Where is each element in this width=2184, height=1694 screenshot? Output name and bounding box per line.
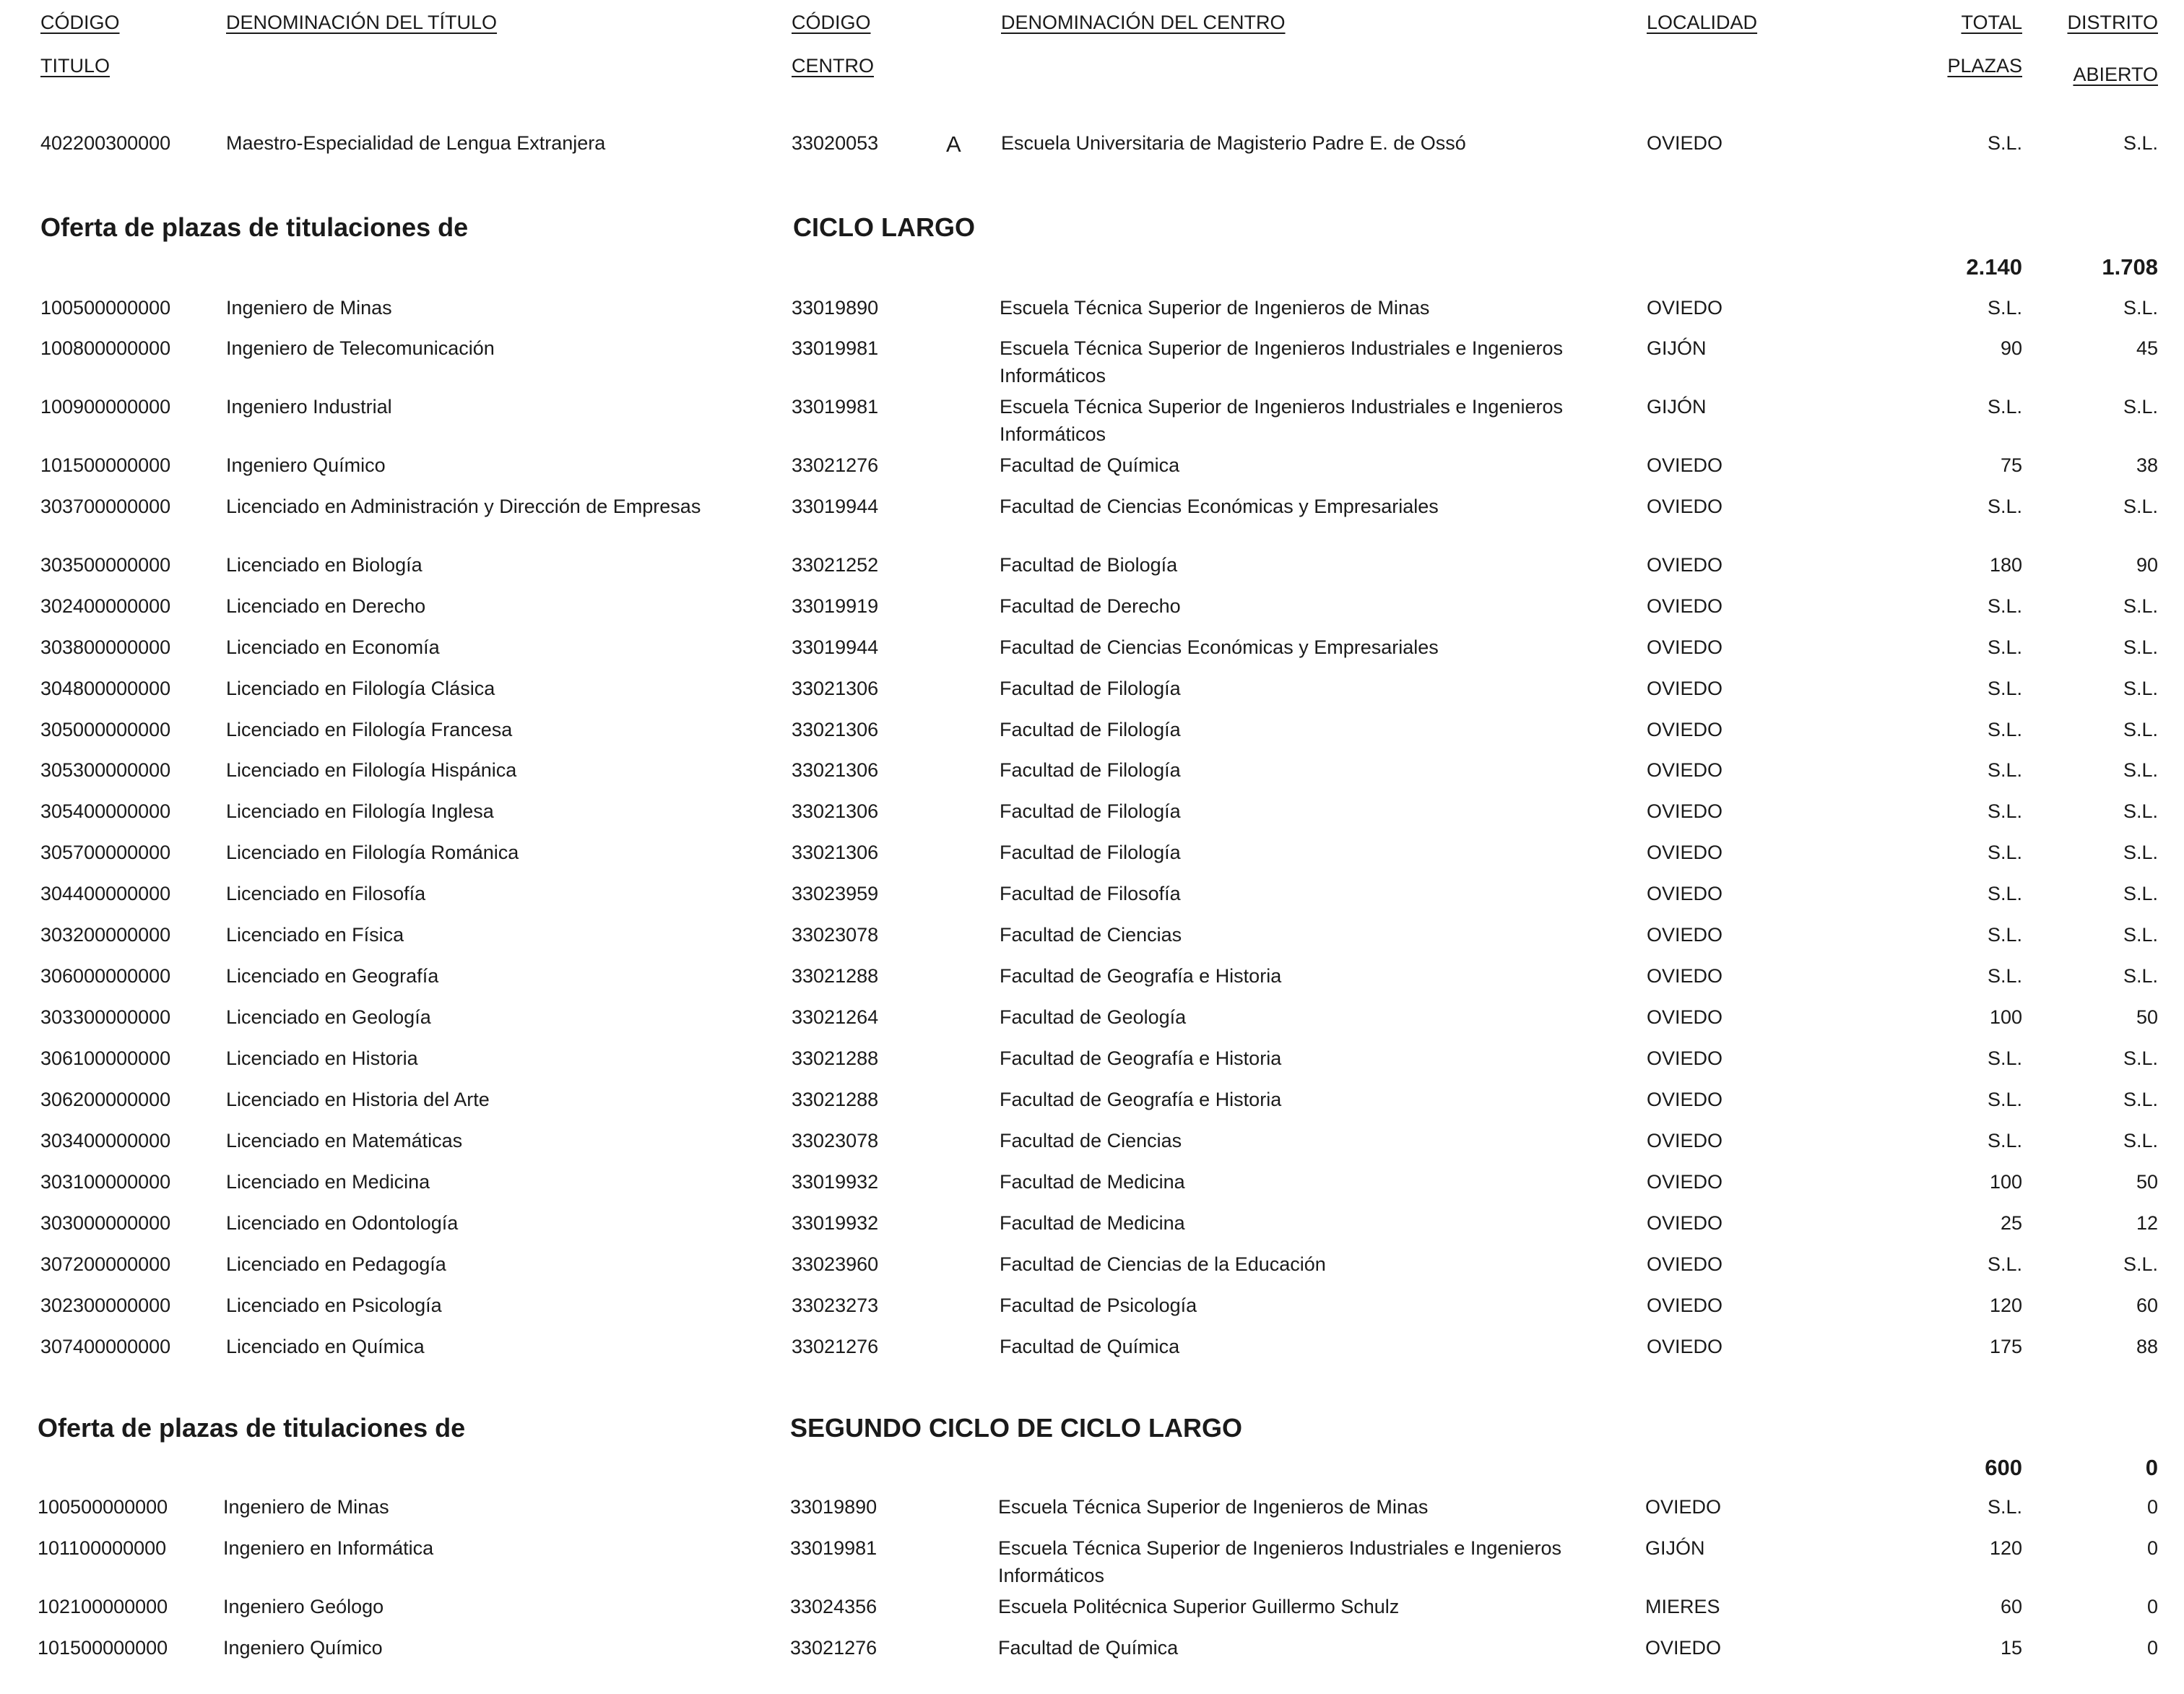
centro: Facultad de Ciencias — [1000, 924, 1182, 946]
distrito-abierto: S.L. — [2123, 1253, 2158, 1275]
total-plazas: S.L. — [1987, 595, 2022, 617]
codigo-centro: 33019890 — [792, 297, 879, 319]
titulo: Licenciado en Filología Inglesa — [226, 800, 494, 822]
codigo-titulo: 101500000000 — [38, 1637, 168, 1659]
codigo-titulo: 306100000000 — [40, 1047, 171, 1069]
titulo: Licenciado en Filología Románica — [226, 842, 519, 863]
total-plazas: S.L. — [1987, 1130, 2022, 1151]
total-plazas: S.L. — [1987, 924, 2022, 946]
total-plazas: S.L. — [1987, 636, 2022, 658]
total-plazas: S.L. — [1987, 1047, 2022, 1069]
codigo-centro: 33019890 — [790, 1496, 878, 1518]
total-plazas: 120 — [1989, 1537, 2022, 1559]
distrito-abierto: S.L. — [2123, 1130, 2158, 1151]
codigo-centro: 33019981 — [792, 337, 879, 359]
centro: Facultad de Filología — [1000, 759, 1181, 781]
section-type: SEGUNDO CICLO DE CICLO LARGO — [790, 1413, 1243, 1443]
total-plazas: 100 — [1989, 1006, 2022, 1028]
localidad: GIJÓN — [1645, 1537, 1705, 1559]
centro: Escuela Técnica Superior de Ingenieros Industriales e Ingenieros Informáticos — [1000, 396, 1563, 445]
distrito-abierto: S.L. — [2123, 297, 2158, 319]
localidad: OVIEDO — [1647, 297, 1723, 319]
titulo: Licenciado en Geología — [226, 1006, 431, 1028]
total-plazas: S.L. — [1987, 1496, 2022, 1518]
codigo-centro: 33021306 — [792, 678, 879, 699]
codigo-titulo: 307200000000 — [40, 1253, 171, 1275]
localidad: OVIEDO — [1647, 454, 1723, 476]
distrito-abierto: 88 — [2136, 1336, 2158, 1357]
localidad: OVIEDO — [1647, 883, 1723, 904]
localidad: OVIEDO — [1645, 1637, 1722, 1659]
distrito-abierto: 0 — [2146, 1637, 2158, 1659]
titulo: Licenciado en Filosofía — [226, 883, 426, 904]
distrito-abierto: 0 — [2146, 1537, 2158, 1559]
codigo-centro: 33019932 — [792, 1212, 879, 1234]
titulo: Ingeniero de Minas — [226, 297, 392, 319]
codigo-centro: 33021306 — [792, 842, 879, 863]
total-plazas: S.L. — [1987, 842, 2022, 863]
centro: Facultad de Geografía e Historia — [1000, 965, 1282, 987]
titulo: Licenciado en Filología Clásica — [226, 678, 495, 699]
codigo-centro: 33024356 — [790, 1596, 878, 1617]
codigo-centro: 33021252 — [792, 554, 879, 576]
codigo-titulo: 305400000000 — [40, 800, 171, 822]
distrito-abierto: S.L. — [2123, 678, 2158, 699]
total-plazas: S.L. — [1987, 496, 2022, 517]
centro: Facultad de Filología — [1000, 842, 1181, 863]
total-plazas: 75 — [2000, 454, 2022, 476]
titulo: Licenciado en Física — [226, 924, 404, 946]
centro: Escuela Técnica Superior de Ingenieros de Minas — [1000, 297, 1430, 319]
header-total: TOTAL — [1961, 12, 2022, 33]
codigo-titulo: 100800000000 — [40, 337, 171, 359]
codigo-centro: 33021288 — [792, 1089, 879, 1110]
total-plazas: S.L. — [1987, 759, 2022, 781]
total-plazas: 90 — [2000, 337, 2022, 359]
centro: Facultad de Biología — [1000, 554, 1178, 576]
header-plazas: PLAZAS — [1947, 55, 2022, 77]
localidad: GIJÓN — [1647, 337, 1707, 359]
header-codigo-centro: CÓDIGO — [792, 12, 871, 33]
total-plazas: 120 — [1989, 1295, 2022, 1316]
centro: Escuela Técnica Superior de Ingenieros Industriales e Ingenieros Informáticos — [1000, 337, 1563, 386]
codigo-titulo: 306000000000 — [40, 965, 171, 987]
section-label: Oferta de plazas de titulaciones de — [40, 212, 469, 242]
section-total: 2.140 — [1966, 254, 2022, 280]
titulo: Ingeniero Químico — [223, 1637, 383, 1659]
total-plazas: S.L. — [1987, 132, 2022, 154]
codigo-titulo: 304400000000 — [40, 883, 171, 904]
localidad: OVIEDO — [1647, 842, 1723, 863]
header-denominacion-titulo: DENOMINACIÓN DEL TÍTULO — [226, 12, 498, 33]
distrito-abierto: S.L. — [2123, 595, 2158, 617]
titulo: Licenciado en Economía — [226, 636, 440, 658]
localidad: OVIEDO — [1647, 965, 1723, 987]
distrito-abierto: S.L. — [2123, 496, 2158, 517]
distrito-abierto: S.L. — [2123, 636, 2158, 658]
localidad: OVIEDO — [1647, 554, 1723, 576]
titulo: Licenciado en Derecho — [226, 595, 426, 617]
localidad: OVIEDO — [1647, 1171, 1723, 1193]
total-plazas: 15 — [2000, 1637, 2022, 1659]
codigo-centro: 33023960 — [792, 1253, 879, 1275]
codigo-centro: 33023078 — [792, 1130, 879, 1151]
codigo-titulo: 102100000000 — [38, 1596, 168, 1617]
localidad: OVIEDO — [1647, 1295, 1723, 1316]
header-localidad: LOCALIDAD — [1647, 12, 1758, 33]
codigo-centro: 33021306 — [792, 719, 879, 740]
total-plazas: S.L. — [1987, 719, 2022, 740]
distrito-abierto: 90 — [2136, 554, 2158, 576]
total-plazas: 25 — [2000, 1212, 2022, 1234]
codigo-titulo: 303300000000 — [40, 1006, 171, 1028]
codigo-centro: 33023959 — [792, 883, 879, 904]
codigo-centro: 33023078 — [792, 924, 879, 946]
codigo-centro: 33021306 — [792, 759, 879, 781]
centro: Facultad de Química — [998, 1637, 1179, 1659]
codigo-titulo: 305700000000 — [40, 842, 171, 863]
titulo: Ingeniero Industrial — [226, 396, 392, 418]
codigo-centro: 33019944 — [792, 636, 879, 658]
localidad: OVIEDO — [1647, 1089, 1723, 1110]
header-codigo-centro-2: CENTRO — [792, 55, 874, 77]
codigo-centro: 33021276 — [790, 1637, 878, 1659]
titulo: Ingeniero en Informática — [223, 1537, 434, 1559]
codigo-titulo: 303100000000 — [40, 1171, 171, 1193]
codigo-centro: 33019919 — [792, 595, 879, 617]
codigo-titulo: 307400000000 — [40, 1336, 171, 1357]
distrito-abierto: S.L. — [2123, 719, 2158, 740]
localidad: OVIEDO — [1645, 1496, 1722, 1518]
section-distrito: 1.708 — [2102, 254, 2158, 280]
total-plazas: S.L. — [1987, 1253, 2022, 1275]
centro: Facultad de Ciencias de la Educación — [1000, 1253, 1326, 1275]
localidad: OVIEDO — [1647, 1212, 1723, 1234]
codigo-titulo: 100500000000 — [40, 297, 171, 319]
total-plazas: 180 — [1989, 554, 2022, 576]
centro: Facultad de Ciencias Económicas y Empresariales — [1000, 496, 1439, 517]
titulo: Licenciado en Odontología — [226, 1212, 459, 1234]
titulo: Licenciado en Filología Hispánica — [226, 759, 517, 781]
total-plazas: S.L. — [1987, 1089, 2022, 1110]
total-plazas: 100 — [1989, 1171, 2022, 1193]
localidad: OVIEDO — [1647, 1336, 1723, 1357]
centro: Facultad de Ciencias Económicas y Empresariales — [1000, 636, 1439, 658]
marker: A — [946, 131, 961, 157]
header-denominacion-centro: DENOMINACIÓN DEL CENTRO — [1001, 12, 1286, 33]
localidad: MIERES — [1645, 1596, 1720, 1617]
total-plazas: S.L. — [1987, 965, 2022, 987]
distrito-abierto: S.L. — [2123, 924, 2158, 946]
section-total: 600 — [1985, 1455, 2022, 1480]
titulo: Licenciado en Administración y Dirección de Empresas — [226, 496, 701, 517]
titulo: Maestro-Especialidad de Lengua Extranjera — [226, 132, 606, 154]
localidad: OVIEDO — [1647, 496, 1723, 517]
distrito-abierto: S.L. — [2123, 759, 2158, 781]
titulo: Licenciado en Historia — [226, 1047, 418, 1069]
titulo: Licenciado en Geografía — [226, 965, 439, 987]
codigo-titulo: 306200000000 — [40, 1089, 171, 1110]
codigo-titulo: 305300000000 — [40, 759, 171, 781]
section-type: CICLO LARGO — [793, 212, 975, 242]
codigo-titulo: 305000000000 — [40, 719, 171, 740]
distrito-abierto: S.L. — [2123, 1089, 2158, 1110]
centro: Facultad de Filología — [1000, 719, 1181, 740]
localidad: OVIEDO — [1647, 924, 1723, 946]
distrito-abierto: 50 — [2136, 1006, 2158, 1028]
distrito-abierto: 50 — [2136, 1171, 2158, 1193]
centro: Facultad de Medicina — [1000, 1171, 1185, 1193]
total-plazas: S.L. — [1987, 678, 2022, 699]
header-codigo-titulo-2: TITULO — [40, 55, 110, 77]
titulo: Licenciado en Pedagogía — [226, 1253, 446, 1275]
codigo-titulo: 303400000000 — [40, 1130, 171, 1151]
centro: Facultad de Filosofía — [1000, 883, 1181, 904]
centro: Facultad de Derecho — [1000, 595, 1181, 617]
codigo-titulo: 304800000000 — [40, 678, 171, 699]
codigo-centro: 33020053 — [792, 132, 879, 154]
codigo-titulo: 303200000000 — [40, 924, 171, 946]
codigo-centro: 33019981 — [792, 396, 879, 418]
centro: Facultad de Química — [1000, 454, 1180, 476]
header-codigo-titulo: CÓDIGO — [40, 12, 120, 33]
localidad: OVIEDO — [1647, 1006, 1723, 1028]
titulo: Licenciado en Matemáticas — [226, 1130, 463, 1151]
centro: Escuela Técnica Superior de Ingenieros Industriales e Ingenieros Informáticos — [998, 1537, 1561, 1586]
distrito-abierto: 0 — [2146, 1496, 2158, 1518]
titulo: Licenciado en Filología Francesa — [226, 719, 513, 740]
titulo: Licenciado en Química — [226, 1336, 425, 1357]
centro: Facultad de Medicina — [1000, 1212, 1185, 1234]
centro: Facultad de Filología — [1000, 800, 1181, 822]
codigo-titulo: 101100000000 — [38, 1537, 167, 1559]
localidad: OVIEDO — [1647, 759, 1723, 781]
codigo-centro: 33021306 — [792, 800, 879, 822]
localidad: OVIEDO — [1647, 595, 1723, 617]
centro: Facultad de Química — [1000, 1336, 1180, 1357]
distrito-abierto: S.L. — [2123, 965, 2158, 987]
codigo-titulo: 402200300000 — [40, 132, 171, 154]
localidad: OVIEDO — [1647, 719, 1723, 740]
codigo-centro: 33021288 — [792, 1047, 879, 1069]
codigo-centro: 33019981 — [790, 1537, 878, 1559]
codigo-centro: 33019944 — [792, 496, 879, 517]
centro: Escuela Politécnica Superior Guillermo Schulz — [998, 1596, 1400, 1617]
header-abierto: ABIERTO — [2073, 64, 2158, 85]
titulo: Licenciado en Medicina — [226, 1171, 430, 1193]
distrito-abierto: 12 — [2136, 1212, 2158, 1234]
titulo: Licenciado en Psicología — [226, 1295, 442, 1316]
distrito-abierto: S.L. — [2123, 1047, 2158, 1069]
titulo: Ingeniero de Minas — [223, 1496, 389, 1518]
total-plazas: S.L. — [1987, 297, 2022, 319]
codigo-titulo: 100500000000 — [38, 1496, 168, 1518]
distrito-abierto: S.L. — [2123, 842, 2158, 863]
total-plazas: 175 — [1989, 1336, 2022, 1357]
titulo: Licenciado en Historia del Arte — [226, 1089, 490, 1110]
titulo: Ingeniero de Telecomunicación — [226, 337, 495, 359]
centro: Facultad de Geografía e Historia — [1000, 1047, 1282, 1069]
titulo: Licenciado en Biología — [226, 554, 422, 576]
centro: Facultad de Psicología — [1000, 1295, 1197, 1316]
total-plazas: S.L. — [1987, 800, 2022, 822]
localidad: OVIEDO — [1647, 636, 1723, 658]
centro: Facultad de Geología — [1000, 1006, 1187, 1028]
codigo-centro: 33021276 — [792, 1336, 879, 1357]
localidad: OVIEDO — [1647, 1130, 1723, 1151]
centro: Escuela Universitaria de Magisterio Padre E. de Ossó — [1001, 132, 1466, 154]
codigo-centro: 33019932 — [792, 1171, 879, 1193]
centro: Facultad de Geografía e Historia — [1000, 1089, 1282, 1110]
distrito-abierto: S.L. — [2123, 396, 2158, 418]
centro: Escuela Técnica Superior de Ingenieros de Minas — [998, 1496, 1429, 1518]
codigo-centro: 33023273 — [792, 1295, 879, 1316]
codigo-centro: 33021288 — [792, 965, 879, 987]
distrito-abierto: S.L. — [2123, 883, 2158, 904]
codigo-titulo: 101500000000 — [40, 454, 171, 476]
centro: Facultad de Filología — [1000, 678, 1181, 699]
localidad: OVIEDO — [1647, 132, 1723, 154]
codigo-titulo: 303000000000 — [40, 1212, 171, 1234]
distrito-abierto: 45 — [2136, 337, 2158, 359]
localidad: OVIEDO — [1647, 800, 1723, 822]
codigo-centro: 33021264 — [792, 1006, 879, 1028]
codigo-titulo: 302400000000 — [40, 595, 171, 617]
localidad: GIJÓN — [1647, 396, 1707, 418]
codigo-titulo: 303700000000 — [40, 496, 171, 517]
total-plazas: S.L. — [1987, 883, 2022, 904]
localidad: OVIEDO — [1647, 1253, 1723, 1275]
codigo-centro: 33021276 — [792, 454, 879, 476]
codigo-titulo: 100900000000 — [40, 396, 171, 418]
localidad: OVIEDO — [1647, 1047, 1723, 1069]
total-plazas: 60 — [2000, 1596, 2022, 1617]
distrito-abierto: S.L. — [2123, 800, 2158, 822]
distrito-abierto: 60 — [2136, 1295, 2158, 1316]
titulo: Ingeniero Geólogo — [223, 1596, 384, 1617]
codigo-titulo: 303500000000 — [40, 554, 171, 576]
codigo-titulo: 302300000000 — [40, 1295, 171, 1316]
distrito-abierto: 0 — [2146, 1596, 2158, 1617]
distrito-abierto: S.L. — [2123, 132, 2158, 154]
total-plazas: S.L. — [1987, 396, 2022, 418]
header-distrito: DISTRITO — [2067, 12, 2158, 33]
titulo: Ingeniero Químico — [226, 454, 386, 476]
distrito-abierto: 38 — [2136, 454, 2158, 476]
section-label: Oferta de plazas de titulaciones de — [38, 1413, 466, 1443]
codigo-titulo: 303800000000 — [40, 636, 171, 658]
centro: Facultad de Ciencias — [1000, 1130, 1182, 1151]
localidad: OVIEDO — [1647, 678, 1723, 699]
section-distrito: 0 — [2145, 1455, 2158, 1480]
